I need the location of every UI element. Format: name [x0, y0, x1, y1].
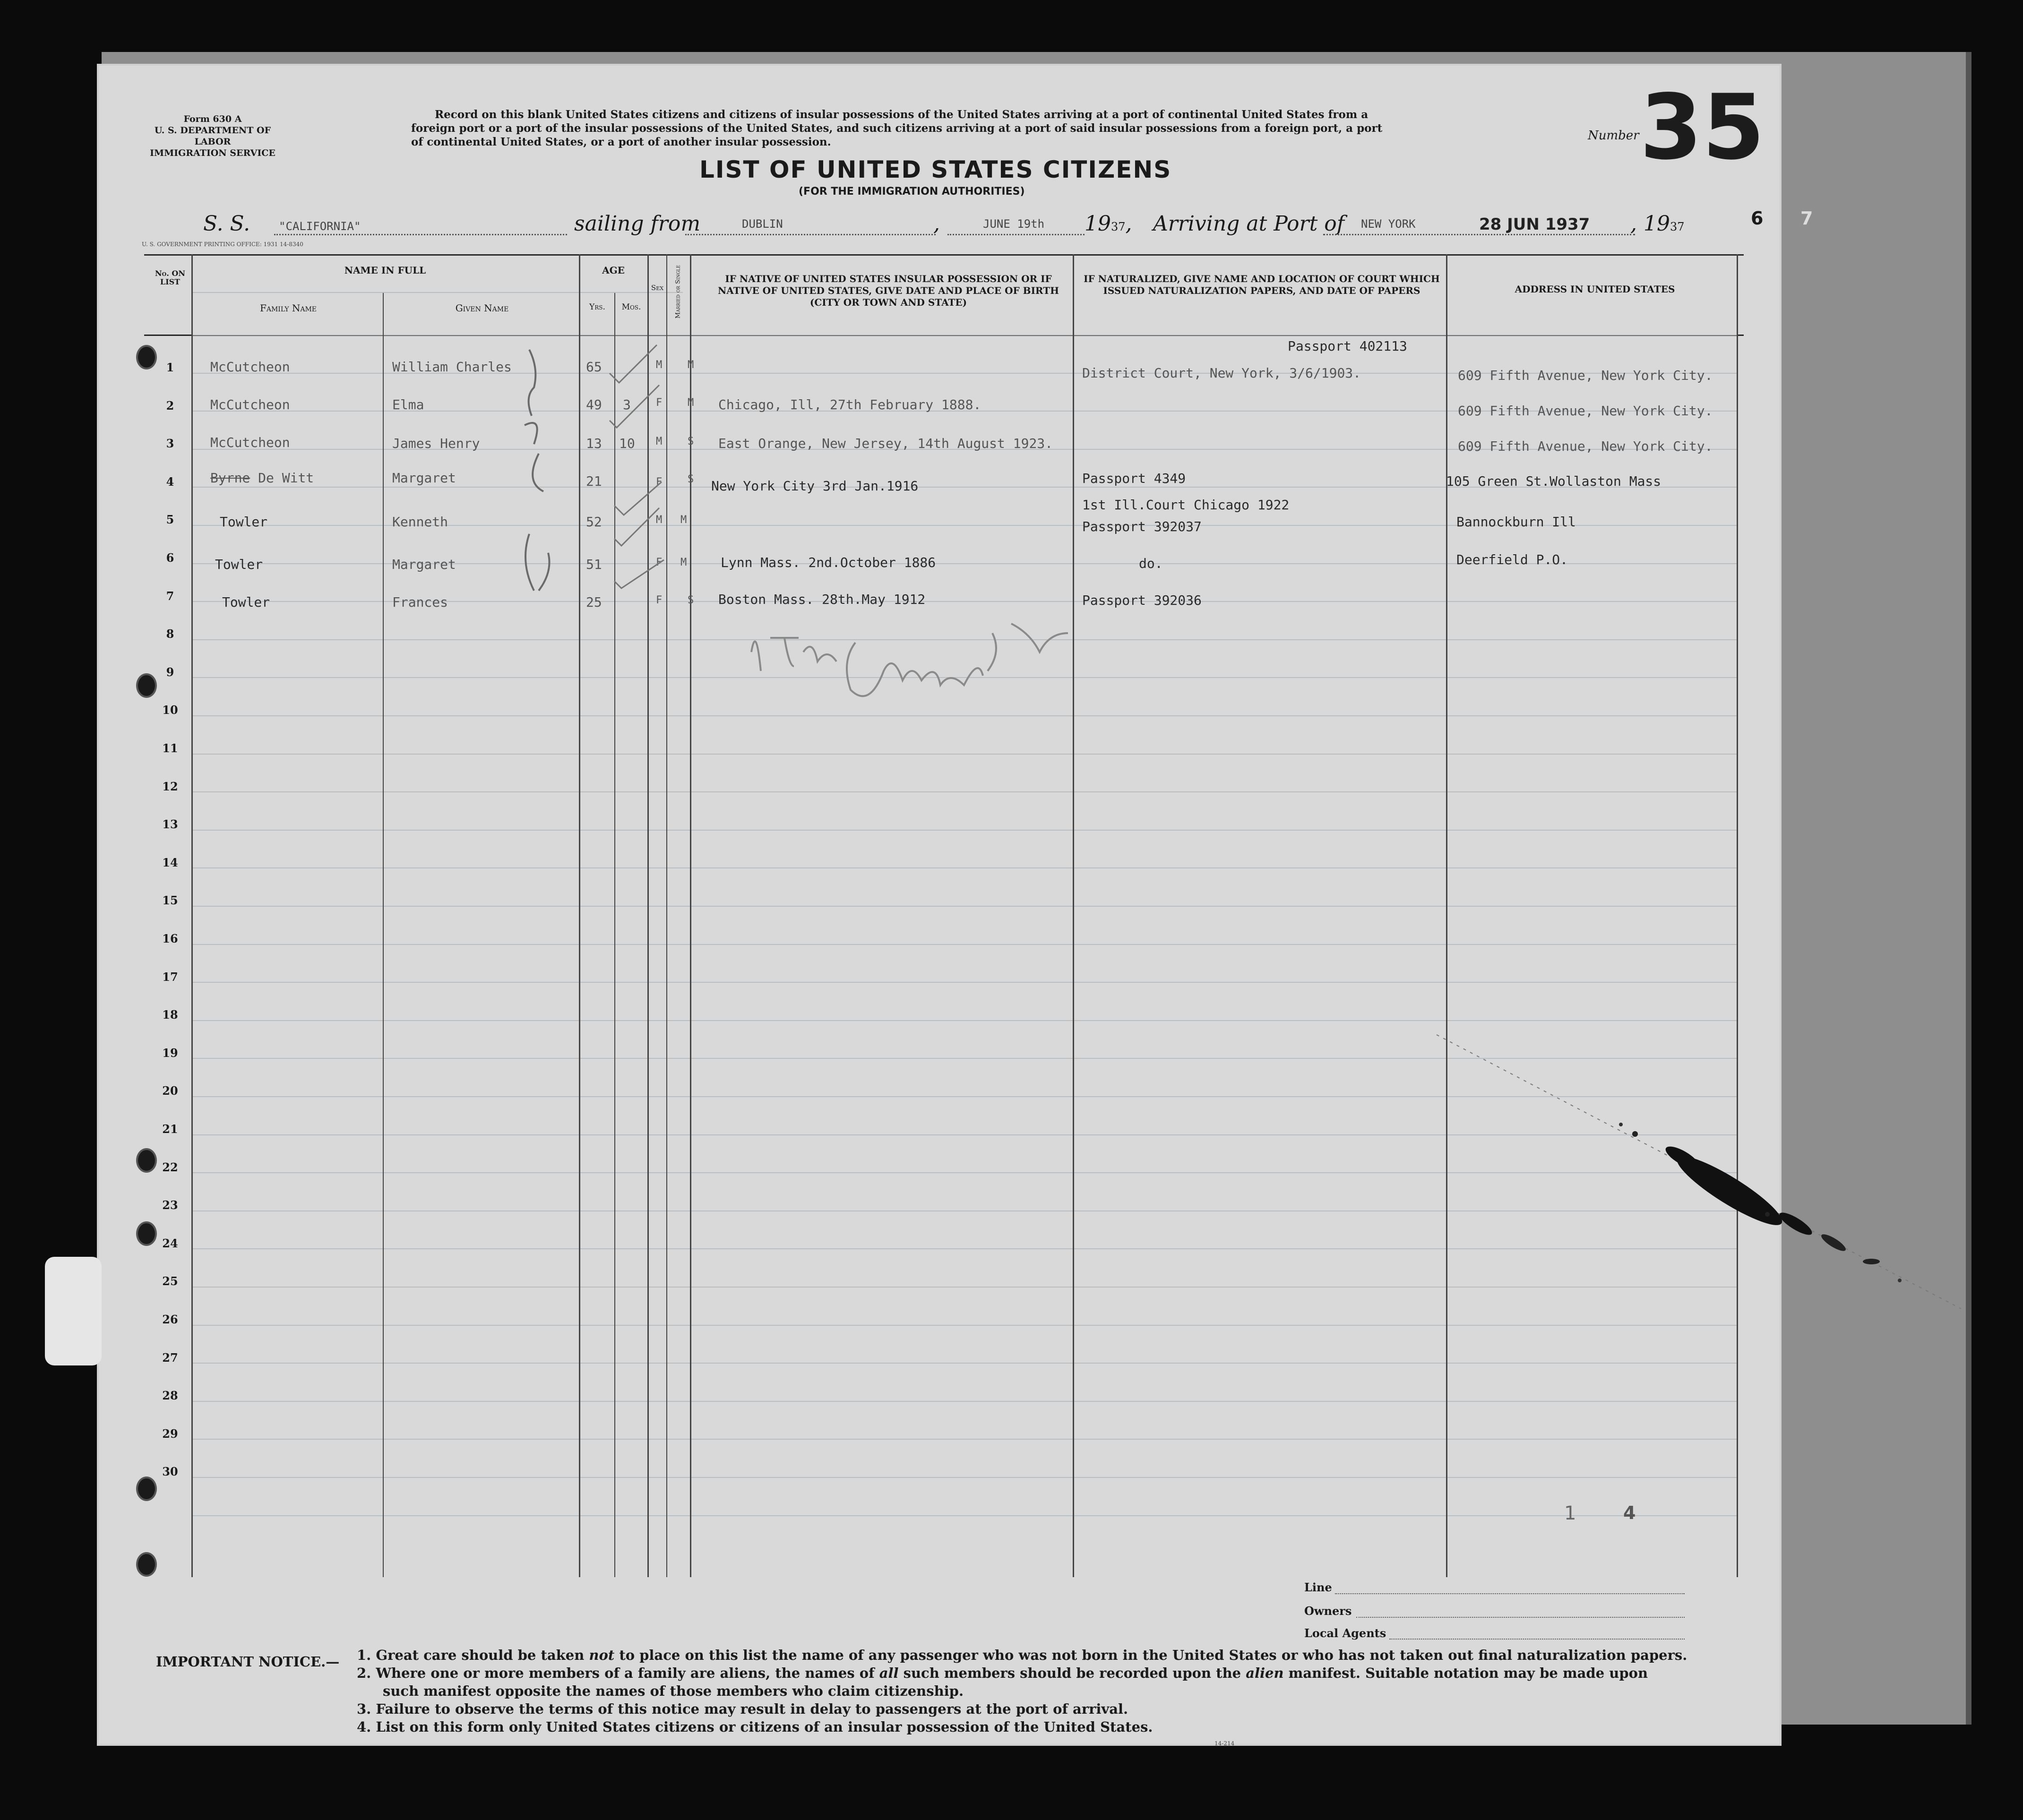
- col-sex: Sex: [651, 283, 664, 292]
- col-name-in-full: NAME IN FULL: [344, 265, 426, 276]
- row-5-sex: M: [656, 514, 663, 526]
- port-from: DUBLIN: [742, 217, 783, 231]
- row-4-address: 105 Green St.Wollaston Mass: [1446, 473, 1661, 489]
- row-3-mos: 10: [619, 436, 635, 451]
- year-2: , 1937: [1630, 212, 1685, 236]
- punch-hole: [136, 1552, 157, 1577]
- row-number: 5: [166, 513, 174, 526]
- row-number: 22: [162, 1160, 178, 1174]
- row-rule: [191, 1401, 1737, 1402]
- printing-office: U. S. GOVERNMENT PRINTING OFFICE: 1931 14-8340: [142, 241, 303, 248]
- service: IMMIGRATION SERVICE: [150, 148, 275, 158]
- notice-1-post: to place on this list the name of any passenger who was not born in the United States or who has not taken out final naturalization papers.: [614, 1647, 1687, 1663]
- row-4-birth: New York City 3rd Jan.1916: [711, 478, 919, 494]
- row-rule: [191, 906, 1737, 907]
- col-address: ADDRESS IN UNITED STATES: [1515, 283, 1675, 295]
- notice-item-4: 4. List on this form only United States citizens or citizens of an insular possession of the United States.: [357, 1719, 1153, 1735]
- row-number: 17: [162, 970, 178, 984]
- row-rule: [191, 944, 1737, 945]
- row-rule: [191, 1439, 1737, 1440]
- year-1: 1937,: [1085, 212, 1132, 236]
- row-number: 20: [162, 1084, 178, 1098]
- col-given-name: Given Name: [455, 302, 509, 314]
- record-instructions-line-3: of continental United States, or a port of another insular possession.: [411, 136, 831, 148]
- owners-fill: [1356, 1617, 1685, 1618]
- col-yrs: Yrs.: [589, 302, 605, 312]
- row-rule: [191, 867, 1737, 868]
- record-instructions: [411, 108, 1498, 149]
- row-rule: [191, 1477, 1737, 1478]
- row-5-ms: M: [680, 514, 687, 526]
- vrule-family: [383, 293, 384, 1577]
- notice-2-pre: 2. Where one or more members of a family are aliens, the names of: [357, 1665, 879, 1681]
- vrule-birth: [1073, 254, 1074, 1577]
- port-from-line: [685, 234, 936, 235]
- row-rule: [191, 791, 1737, 792]
- row-1-yrs: 65: [586, 359, 602, 375]
- form-id-block: [137, 113, 288, 159]
- punch-hole: [136, 673, 157, 698]
- col-birth-info: IF NATIVE OF UNITED STATES INSULAR POSSESSION OR IF NATIVE OF UNITED STATES, GIVE DATE AND PLACE OF BIRTH (CITY OR TOWN AND STATE): [718, 273, 1059, 308]
- row-number: 13: [162, 817, 178, 831]
- row-6-yrs: 51: [586, 557, 602, 572]
- row-number: 3: [166, 437, 174, 450]
- notice-item-2-cont: such manifest opposite the names of those members who claim citizenship.: [383, 1683, 964, 1699]
- row-number: 6: [166, 551, 174, 565]
- row-7-sex: F: [656, 594, 663, 606]
- row-5-family: Towler: [220, 514, 268, 530]
- row-4-sex: F: [656, 476, 663, 488]
- col-no-on-list: No. ON LIST: [155, 269, 185, 286]
- row-5-naturalization: 1st Ill.Court Chicago 1922: [1082, 497, 1290, 513]
- row-number: 14: [162, 856, 178, 869]
- punch-hole: [136, 1148, 157, 1173]
- row-3-given: James Henry: [392, 436, 480, 451]
- notice-1-pre: 1. Great care should be taken: [357, 1647, 589, 1663]
- row-2-address: 609 Fifth Avenue, New York City.: [1458, 403, 1713, 419]
- ship-name: "CALIFORNIA": [279, 220, 361, 233]
- punch-hole: [136, 1477, 157, 1501]
- record-instructions-line-2: foreign port or a port of the insular possessions of the United States, and such citizens arriving at a port of said insular possessions from a foreign port, a port: [411, 122, 1383, 135]
- handwritten-signature: [747, 605, 1106, 718]
- row-2-mos: 3: [623, 397, 631, 412]
- row-3-yrs: 13: [586, 436, 602, 451]
- agents-fill: [1389, 1639, 1685, 1640]
- page-note-left: 1: [1564, 1502, 1576, 1524]
- number-label: Number: [1588, 129, 1639, 143]
- row-rule: [191, 1515, 1737, 1516]
- notice-2-em1: all: [879, 1665, 899, 1681]
- row-number: 28: [162, 1389, 178, 1402]
- row-1-ms: M: [688, 359, 694, 371]
- notice-2-post: manifest. Suitable notation may be made upon: [1283, 1665, 1648, 1681]
- row-5-given: Kenneth: [392, 514, 448, 530]
- notice-body: [357, 1646, 1751, 1736]
- owners-label: Owners: [1304, 1604, 1352, 1618]
- year-suffix-2: 37: [1670, 220, 1685, 233]
- row-7-naturalization: Passport 392036: [1082, 592, 1202, 608]
- row-number: 18: [162, 1008, 178, 1022]
- line-label: Line: [1304, 1580, 1332, 1594]
- row-1-address: 609 Fifth Avenue, New York City.: [1458, 368, 1713, 383]
- row-1-given: William Charles: [392, 359, 512, 375]
- row-number: 12: [162, 780, 178, 793]
- record-instructions-line-1: Record on this blank United States citizens and citizens of insular possessions of the United States arriving at a port of continental United States from a: [435, 108, 1369, 121]
- port-to: NEW YORK: [1361, 217, 1416, 231]
- row-3-family: McCutcheon: [210, 435, 290, 450]
- ss-label: S. S.: [203, 212, 250, 236]
- col-family-name: Family Name: [259, 302, 317, 314]
- row-6-ms: M: [680, 557, 687, 568]
- sailing-label: sailing from: [574, 212, 701, 236]
- row-4-family: [210, 470, 314, 486]
- col-mos: Mos.: [621, 302, 641, 312]
- notice-item-1: [357, 1646, 1751, 1664]
- row-5-yrs: 52: [586, 514, 602, 530]
- row-3-ms: S: [688, 436, 694, 447]
- row-rule: [191, 830, 1737, 831]
- page-subtitle: (FOR THE IMMIGRATION AUTHORITIES): [799, 186, 1025, 197]
- row-rule: [191, 1363, 1737, 1364]
- row-6-family: Towler: [215, 557, 263, 572]
- page-note-right: 4: [1623, 1502, 1636, 1523]
- row-3-address: 609 Fifth Avenue, New York City.: [1458, 438, 1713, 454]
- department: U. S. DEPARTMENT OF LABOR: [154, 125, 271, 147]
- list-number: 35: [1640, 75, 1765, 180]
- row-2-yrs: 49: [586, 397, 602, 412]
- year-prefix-1: 19: [1085, 212, 1111, 236]
- row-rule: [191, 754, 1737, 755]
- row-7-yrs: 25: [586, 594, 602, 610]
- table-top-rule: [144, 254, 1744, 256]
- row-number: 7: [166, 589, 174, 603]
- row-number: 26: [162, 1313, 178, 1326]
- name-age-subrule: [191, 292, 683, 293]
- row-number: 23: [162, 1198, 178, 1212]
- row-6-address: Deerfield P.O.: [1456, 552, 1568, 567]
- row-number: 11: [162, 741, 178, 755]
- row-3-birth: East Orange, New Jersey, 14th August 1923.: [718, 436, 1053, 451]
- notice-item-3: 3. Failure to observe the terms of this notice may result in delay to passengers at the port of arrival.: [357, 1701, 1128, 1717]
- vrule-nat: [1446, 254, 1447, 1577]
- row-3-sex: M: [656, 436, 663, 447]
- arrival-date-stamp: 28 JUN 1937: [1479, 215, 1590, 234]
- row-1-naturalization: District Court, New York, 3/6/1903.: [1082, 365, 1361, 381]
- row-2-birth: Chicago, Ill, 27th February 1888.: [718, 397, 981, 412]
- row-2-sex: F: [656, 397, 663, 409]
- vrule-address: [1737, 254, 1738, 1577]
- row-4-yrs: 21: [586, 473, 602, 489]
- vrule-no: [191, 254, 193, 1577]
- handwritten-checkmarks: [473, 331, 709, 633]
- row-7-birth: Boston Mass. 28th.May 1912: [718, 592, 926, 607]
- row-6-given: Margaret: [392, 557, 456, 572]
- line-fill: [1335, 1593, 1685, 1594]
- comma-1: ,: [933, 212, 940, 236]
- page-title: LIST OF UNITED STATES CITIZENS: [699, 156, 1172, 183]
- row-5-passport: Passport 392037: [1082, 519, 1202, 534]
- margin-note-7: 7: [1800, 208, 1813, 229]
- row-4-given: Margaret: [392, 470, 456, 486]
- year-suffix-1: 37: [1111, 220, 1126, 233]
- row-7-ms: S: [688, 594, 694, 606]
- agents-label: Local Agents: [1304, 1626, 1386, 1640]
- row-number: 24: [162, 1236, 178, 1250]
- row-number: 9: [166, 665, 174, 679]
- notice-2-mid: such members should be recorded upon the: [898, 1665, 1246, 1681]
- row-4-family-name: De Witt: [258, 470, 314, 486]
- row-number: 29: [162, 1427, 178, 1441]
- row-1-passport: Passport 402113: [1288, 338, 1407, 354]
- notice-1-em: not: [589, 1647, 615, 1663]
- row-number: 19: [162, 1046, 178, 1060]
- row-number: 1: [166, 361, 174, 374]
- row-number: 10: [162, 703, 178, 717]
- row-2-ms: M: [688, 397, 694, 409]
- paper-tear: [45, 1257, 102, 1365]
- port-to-line: [1323, 234, 1635, 235]
- col-naturalization: IF NATURALIZED, GIVE NAME AND LOCATION OF COURT WHICH ISSUED NATURALIZATION PAPERS, AND DATE OF PAPERS: [1084, 273, 1440, 296]
- form-code: 14-214: [1214, 1740, 1235, 1747]
- punch-hole: [136, 345, 157, 369]
- row-5-address: Bannockburn Ill: [1456, 514, 1576, 530]
- row-4-struck-name: Byrne: [210, 470, 250, 486]
- row-number: 21: [162, 1122, 178, 1136]
- row-6-sex: F: [656, 557, 663, 568]
- notice-heading: IMPORTANT NOTICE.—: [156, 1654, 340, 1670]
- row-number: 16: [162, 932, 178, 945]
- row-7-given: Frances: [392, 594, 448, 610]
- row-number: 2: [166, 399, 174, 412]
- row-number: 30: [162, 1465, 178, 1478]
- date-from: JUNE 19th: [983, 217, 1045, 231]
- row-1-family: McCutcheon: [210, 359, 290, 375]
- col-married-single: Married or Single: [674, 265, 682, 319]
- row-number: 25: [162, 1274, 178, 1288]
- row-2-family: McCutcheon: [210, 397, 290, 412]
- row-number: 8: [166, 627, 174, 641]
- row-4-naturalization: Passport 4349: [1082, 471, 1186, 486]
- ink-stain: [1418, 1016, 1985, 1347]
- row-4-ms: S: [688, 473, 694, 485]
- row-2-given: Elma: [392, 397, 424, 412]
- col-age: AGE: [602, 265, 625, 276]
- row-6-birth: Lynn Mass. 2nd.October 1886: [721, 555, 936, 570]
- notice-2-em2: alien: [1246, 1665, 1284, 1681]
- row-rule: [191, 982, 1737, 983]
- row-number: 4: [166, 475, 174, 489]
- form-number: Form 630 A: [183, 114, 242, 124]
- arriving-label: Arriving at Port of: [1153, 212, 1345, 236]
- row-1-sex: M: [656, 359, 663, 371]
- punch-hole: [136, 1221, 157, 1246]
- row-6-naturalization: do.: [1139, 556, 1163, 571]
- row-number: 15: [162, 893, 178, 907]
- notice-item-2: [357, 1664, 1751, 1682]
- ship-name-line: [274, 234, 567, 235]
- notice-heading-text: IMPORTANT NOTICE.: [156, 1654, 326, 1670]
- row-number: 27: [162, 1351, 178, 1365]
- row-7-family: Towler: [222, 594, 270, 610]
- margin-note-6: 6: [1751, 208, 1764, 229]
- year-prefix-2: 19: [1643, 212, 1670, 236]
- date-from-line: [947, 234, 1085, 235]
